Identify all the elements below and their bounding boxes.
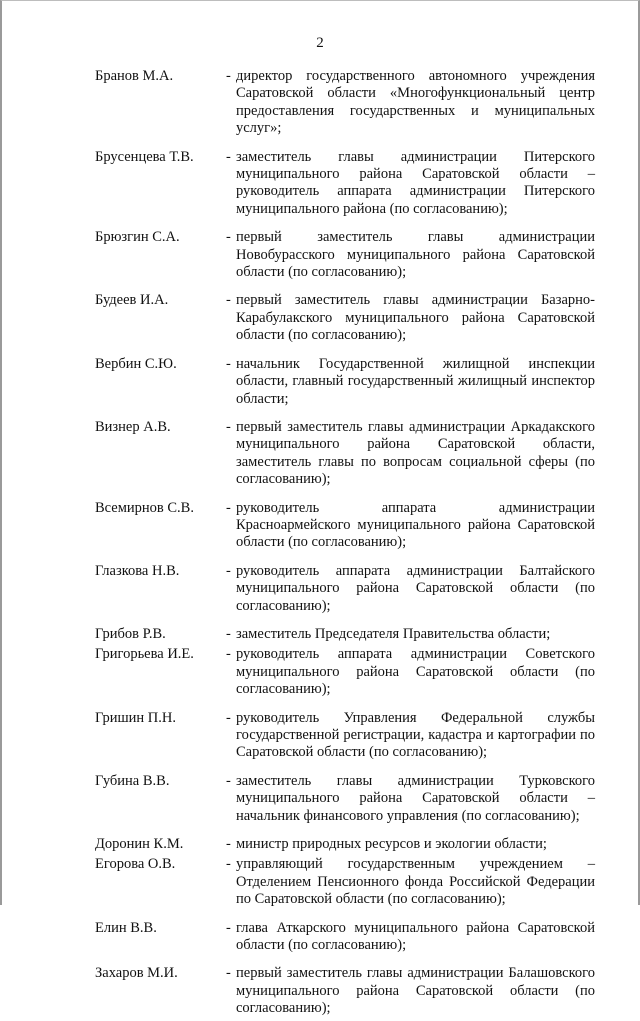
person-name: Брюзгин С.А. <box>95 229 180 246</box>
dash-separator: - <box>226 292 231 309</box>
person-name: Всемирнов С.В. <box>95 499 194 516</box>
dash-separator: - <box>226 418 231 435</box>
position-description: первый заместитель главы администрации Базарно-Карабулакского муниципального района Саратовской области (по согласованию); <box>236 292 595 344</box>
member-list <box>95 68 595 1021</box>
position-description: управляющий государственным учреждением – Отделением Пенсионного фонда Российской Федерации по Саратовской области (по согласованию); <box>236 856 595 908</box>
list-item <box>95 292 595 344</box>
list-item <box>95 836 595 853</box>
list-item <box>95 710 595 762</box>
person-name: Елин В.В. <box>95 919 157 936</box>
person-name: Будеев И.А. <box>95 292 169 309</box>
position-description: руководитель аппарата администрации Балтайского муниципального района Саратовской области (по согласованию); <box>236 562 595 614</box>
person-name: Брусенцева Т.В. <box>95 148 194 165</box>
person-name: Захаров М.И. <box>95 965 178 982</box>
dash-separator: - <box>226 562 231 579</box>
position-description: глава Аткарского муниципального района Саратовской области (по согласованию); <box>236 919 595 954</box>
list-item <box>95 856 595 908</box>
dash-separator: - <box>226 148 231 165</box>
position-description: начальник Государственной жилищной инспекции области, главный государственный жилищный инспектор области; <box>236 355 595 407</box>
position-description: директор государственного автономного учреждения Саратовской области «Многофункциональный центр предоставления государственных и муниципальных услуг»; <box>236 68 595 137</box>
position-description: заместитель главы администрации Турковского муниципального района Саратовской области – начальник финансового управления (по согласованию); <box>236 772 595 824</box>
person-name: Доронин К.М. <box>95 836 184 853</box>
person-name: Егорова О.В. <box>95 856 176 873</box>
list-item <box>95 229 595 281</box>
position-description: первый заместитель главы администрации Новобурасского муниципального района Саратовской области (по согласованию); <box>236 229 595 281</box>
list-item <box>95 356 595 408</box>
position-description: первый заместитель главы администрации Балашовского муниципального района Саратовской области (по согласованию); <box>236 965 595 1017</box>
dash-separator: - <box>226 919 231 936</box>
person-name: Гришин П.Н. <box>95 709 176 726</box>
list-item <box>95 68 595 138</box>
page-number: 2 <box>316 35 324 51</box>
dash-separator: - <box>226 836 231 853</box>
list-item <box>95 500 595 552</box>
list-item <box>95 646 595 698</box>
position-description: заместитель главы администрации Питерского муниципального района Саратовской области – руководитель аппарата администрации Питерского муниципального района (по согласованию); <box>236 148 595 217</box>
list-item <box>95 419 595 489</box>
person-name: Григорьева И.Е. <box>95 646 194 663</box>
dash-separator: - <box>226 646 231 663</box>
dash-separator: - <box>226 625 231 642</box>
person-name: Вербин С.Ю. <box>95 355 177 372</box>
person-name: Грибов Р.В. <box>95 625 166 642</box>
person-name: Губина В.В. <box>95 772 170 789</box>
position-description: первый заместитель главы администрации Аркадакского муниципального района Саратовской области, заместитель главы по вопросам социальной сферы (по согласованию); <box>236 418 595 488</box>
position-description: руководитель аппарата администрации Красноармейского муниципального района Саратовской области (по согласованию); <box>236 499 595 551</box>
dash-separator: - <box>226 965 231 982</box>
list-item <box>95 626 595 643</box>
dash-separator: - <box>226 68 231 84</box>
list-item <box>95 149 595 219</box>
list-item <box>95 920 595 955</box>
list-item <box>95 563 595 615</box>
dash-separator: - <box>226 499 231 516</box>
person-name: Визнер А.В. <box>95 418 171 435</box>
position-description: руководитель аппарата администрации Советского муниципального района Саратовской области (по согласованию); <box>236 646 595 698</box>
list-item <box>95 773 595 825</box>
person-name: Глазкова Н.В. <box>95 562 180 579</box>
dash-separator: - <box>226 772 231 789</box>
position-description: заместитель Председателя Правительства области; <box>236 625 551 642</box>
dash-separator: - <box>226 355 231 372</box>
dash-separator: - <box>226 229 231 246</box>
person-name: Бранов М.А. <box>95 68 174 84</box>
position-description: министр природных ресурсов и экологии области; <box>236 836 547 853</box>
list-item <box>95 965 595 1017</box>
dash-separator: - <box>226 709 231 726</box>
position-description: руководитель Управления Федеральной службы государственной регистрации, кадастра и картографии по Саратовской области (по согласованию); <box>236 709 595 761</box>
dash-separator: - <box>226 856 231 873</box>
